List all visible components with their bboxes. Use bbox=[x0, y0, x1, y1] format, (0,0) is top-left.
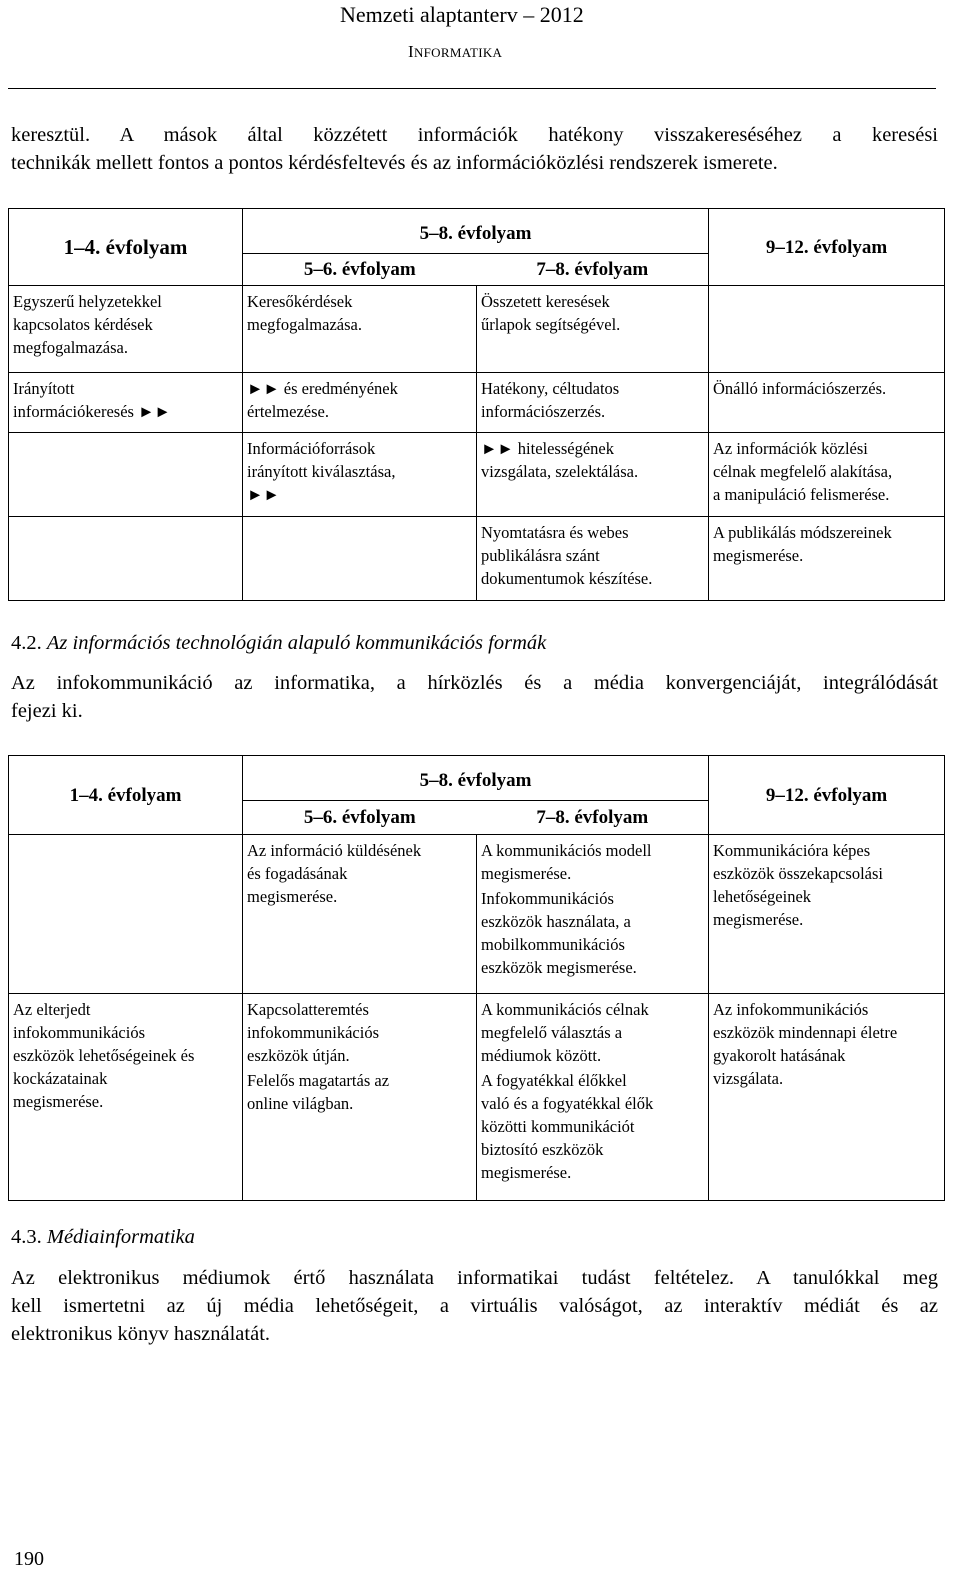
cell-line: a manipuláció felismerése. bbox=[713, 485, 890, 504]
cell-line: megfelelő választás a bbox=[481, 1023, 623, 1042]
cell-line: eszközök összekapcsolási bbox=[713, 864, 883, 883]
cell-line: biztosító eszközök bbox=[481, 1140, 604, 1159]
paragraph-line: elektronikus könyv használatát. bbox=[11, 1323, 271, 1345]
cell-line: információkeresés ►► bbox=[13, 402, 171, 421]
table-cell bbox=[9, 994, 243, 1201]
intro-paragraph bbox=[11, 121, 938, 177]
table-cell bbox=[477, 373, 709, 433]
cell-line: infokommunikációs bbox=[13, 1023, 145, 1042]
cell-line: eszközök lehetőségeinek és bbox=[13, 1046, 195, 1065]
header-grade-5-8: 5–8. évfolyam bbox=[243, 209, 709, 254]
table-cell bbox=[709, 433, 945, 517]
table-cell bbox=[243, 433, 477, 517]
cell-paragraph bbox=[247, 1069, 472, 1115]
cell-line: ►► és eredményének bbox=[247, 379, 398, 398]
cell-line: Hatékony, céltudatos bbox=[481, 379, 620, 398]
table-row bbox=[9, 433, 945, 517]
paragraph-line: Az infokommunikáció az informatika, a hírközlés és a média konvergenciáját, integrálódását bbox=[11, 672, 938, 694]
page-number: 190 bbox=[14, 1548, 44, 1570]
cell-line: infokommunikációs bbox=[247, 1023, 379, 1042]
cell-line: célnak megfelelő alakítása, bbox=[713, 462, 893, 481]
table-cell bbox=[477, 994, 709, 1201]
table-row bbox=[9, 835, 945, 994]
cell-line: Az információ küldésének bbox=[247, 841, 422, 860]
header-grade-5-8: 5–8. évfolyam bbox=[243, 756, 709, 801]
cell-line: A kommunikációs célnak bbox=[481, 1000, 649, 1019]
section-4-2-paragraph bbox=[11, 669, 938, 725]
table-cell bbox=[709, 994, 945, 1201]
cell-line: vizsgálata. bbox=[713, 1069, 784, 1088]
cell-line: irányított kiválasztása, bbox=[247, 462, 396, 481]
cell-line: Összetett keresések bbox=[481, 292, 610, 311]
cell-line: megfogalmazása. bbox=[247, 315, 362, 334]
cell-paragraph bbox=[481, 839, 704, 885]
cell-line: A kommunikációs modell bbox=[481, 841, 652, 860]
table-cell bbox=[243, 373, 477, 433]
paragraph-line: Az elektronikus médiumok értő használata informatikai tudást feltételez. A tanulókkal meg bbox=[11, 1267, 938, 1289]
header-grade-5-6: 5–6. évfolyam bbox=[243, 801, 477, 835]
section-number: 4.3. bbox=[11, 1226, 42, 1248]
cell-line: megfogalmazása. bbox=[13, 338, 128, 357]
section-number: 4.2. bbox=[11, 632, 42, 654]
cell-line: megismerése. bbox=[713, 546, 804, 565]
cell-line: dokumentumok készítése. bbox=[481, 569, 653, 588]
header-grade-9-12: 9–12. évfolyam bbox=[709, 756, 945, 835]
header-grade-5-6: 5–6. évfolyam bbox=[243, 254, 477, 286]
table-cell bbox=[9, 517, 243, 601]
cell-line: Az elterjedt bbox=[13, 1000, 91, 1019]
paragraph-line: kell ismertetni az új média lehetőségeit, a virtuális valóságot, az interaktív médiát és az bbox=[11, 1295, 938, 1317]
cell-line: Nyomtatásra és webes bbox=[481, 523, 629, 542]
table-cell bbox=[9, 286, 243, 373]
cell-line: Infokommunikációs bbox=[481, 889, 614, 908]
cell-line: mobilkommunikációs bbox=[481, 935, 625, 954]
header-grade-7-8: 7–8. évfolyam bbox=[477, 254, 709, 286]
document-title: Nemzeti alaptanterv – 2012 bbox=[340, 2, 584, 27]
cell-line: kapcsolatos kérdések bbox=[13, 315, 153, 334]
table-cell bbox=[477, 835, 709, 994]
subject-rest: NFORMATIKA bbox=[413, 45, 503, 60]
header-grade-1-4: 1–4. évfolyam bbox=[9, 209, 243, 286]
table-row bbox=[9, 517, 945, 601]
cell-line: ►► hitelességének bbox=[481, 439, 614, 458]
table-cell bbox=[243, 517, 477, 601]
cell-line: eszközök használata, a bbox=[481, 912, 631, 931]
cell-paragraph bbox=[481, 1069, 704, 1184]
table-communication-forms bbox=[8, 755, 945, 1201]
cell-line: értelmezése. bbox=[247, 402, 329, 421]
table-cell bbox=[243, 835, 477, 994]
table-header-row bbox=[9, 756, 945, 801]
cell-line: Felelős magatartás az bbox=[247, 1071, 390, 1090]
section-title: Az információs technológián alapuló kommunikációs formák bbox=[46, 632, 547, 654]
header-grade-7-8: 7–8. évfolyam bbox=[477, 801, 709, 835]
cell-line: A fogyatékkal élőkkel bbox=[481, 1071, 627, 1090]
table-row bbox=[9, 994, 945, 1201]
cell-line: Kapcsolatteremtés bbox=[247, 1000, 369, 1019]
subject-heading bbox=[408, 42, 502, 63]
header-grade-1-4: 1–4. évfolyam bbox=[9, 756, 243, 835]
intro-line: keresztül. A mások által közzétett információk hatékony visszakereséséhez a keresési bbox=[11, 124, 938, 146]
table-cell bbox=[709, 373, 945, 433]
cell-line: Egyszerű helyzetekkel bbox=[13, 292, 162, 311]
table-cell bbox=[477, 517, 709, 601]
table-cell bbox=[9, 373, 243, 433]
cell-line: Keresőkérdések bbox=[247, 292, 353, 311]
cell-line: Az információk közlési bbox=[713, 439, 868, 458]
section-title: Médiainformatika bbox=[46, 1226, 195, 1248]
cell-line: és fogadásának bbox=[247, 864, 348, 883]
cell-line: publikálásra szánt bbox=[481, 546, 600, 565]
subject-initial: I bbox=[408, 42, 414, 61]
cell-line: való és a fogyatékkal élők bbox=[481, 1094, 654, 1113]
table-row bbox=[9, 286, 945, 373]
cell-line: megismerése. bbox=[713, 910, 804, 929]
cell-line: megismerése. bbox=[247, 887, 338, 906]
cell-line: vizsgálata, szelektálása. bbox=[481, 462, 639, 481]
table-header-row bbox=[9, 209, 945, 254]
paragraph-line: fejezi ki. bbox=[11, 700, 83, 722]
table-cell bbox=[709, 835, 945, 994]
header-grade-9-12: 9–12. évfolyam bbox=[709, 209, 945, 286]
table-cell bbox=[9, 835, 243, 994]
cell-line: lehetőségeinek bbox=[713, 887, 812, 906]
cell-line: eszközök útján. bbox=[247, 1046, 350, 1065]
cell-line: Önálló információszerzés. bbox=[713, 379, 887, 398]
cell-line: ►► bbox=[247, 485, 280, 504]
cell-line: információszerzés. bbox=[481, 402, 606, 421]
cell-line: médiumok között. bbox=[481, 1046, 602, 1065]
cell-paragraph bbox=[481, 887, 704, 979]
section-heading-4-2 bbox=[11, 630, 546, 656]
intro-line: technikák mellett fontos a pontos kérdésfeltevés és az információközlési rendszerek ismerete. bbox=[11, 152, 778, 174]
cell-line: eszközök mindennapi életre bbox=[713, 1023, 898, 1042]
table-cell bbox=[477, 286, 709, 373]
table-cell bbox=[243, 286, 477, 373]
cell-line: gyakorolt hatásának bbox=[713, 1046, 846, 1065]
table-cell bbox=[709, 517, 945, 601]
cell-line: Irányított bbox=[13, 379, 75, 398]
cell-line: megismerése. bbox=[13, 1092, 104, 1111]
cell-line: közötti kommunikációt bbox=[481, 1117, 635, 1136]
cell-paragraph bbox=[247, 998, 472, 1067]
section-4-3-paragraph bbox=[11, 1264, 938, 1348]
cell-line: megismerése. bbox=[481, 1163, 572, 1182]
cell-line: Információforrások bbox=[247, 439, 376, 458]
section-heading-4-3 bbox=[11, 1224, 195, 1250]
cell-line: űrlapok segítségével. bbox=[481, 315, 621, 334]
table-cell bbox=[709, 286, 945, 373]
cell-line: Kommunikációra képes bbox=[713, 841, 871, 860]
table-row bbox=[9, 373, 945, 433]
cell-paragraph bbox=[481, 998, 704, 1067]
cell-line: A publikálás módszereinek bbox=[713, 523, 892, 542]
table-information-retrieval bbox=[8, 208, 945, 601]
table-cell bbox=[477, 433, 709, 517]
cell-line: eszközök megismerése. bbox=[481, 958, 637, 977]
cell-line: online világban. bbox=[247, 1094, 354, 1113]
cell-line: kockázatainak bbox=[13, 1069, 108, 1088]
cell-line: Az infokommunikációs bbox=[713, 1000, 869, 1019]
header-rule bbox=[8, 88, 936, 89]
table-cell bbox=[9, 433, 243, 517]
cell-line: megismerése. bbox=[481, 864, 572, 883]
table-cell bbox=[243, 994, 477, 1201]
